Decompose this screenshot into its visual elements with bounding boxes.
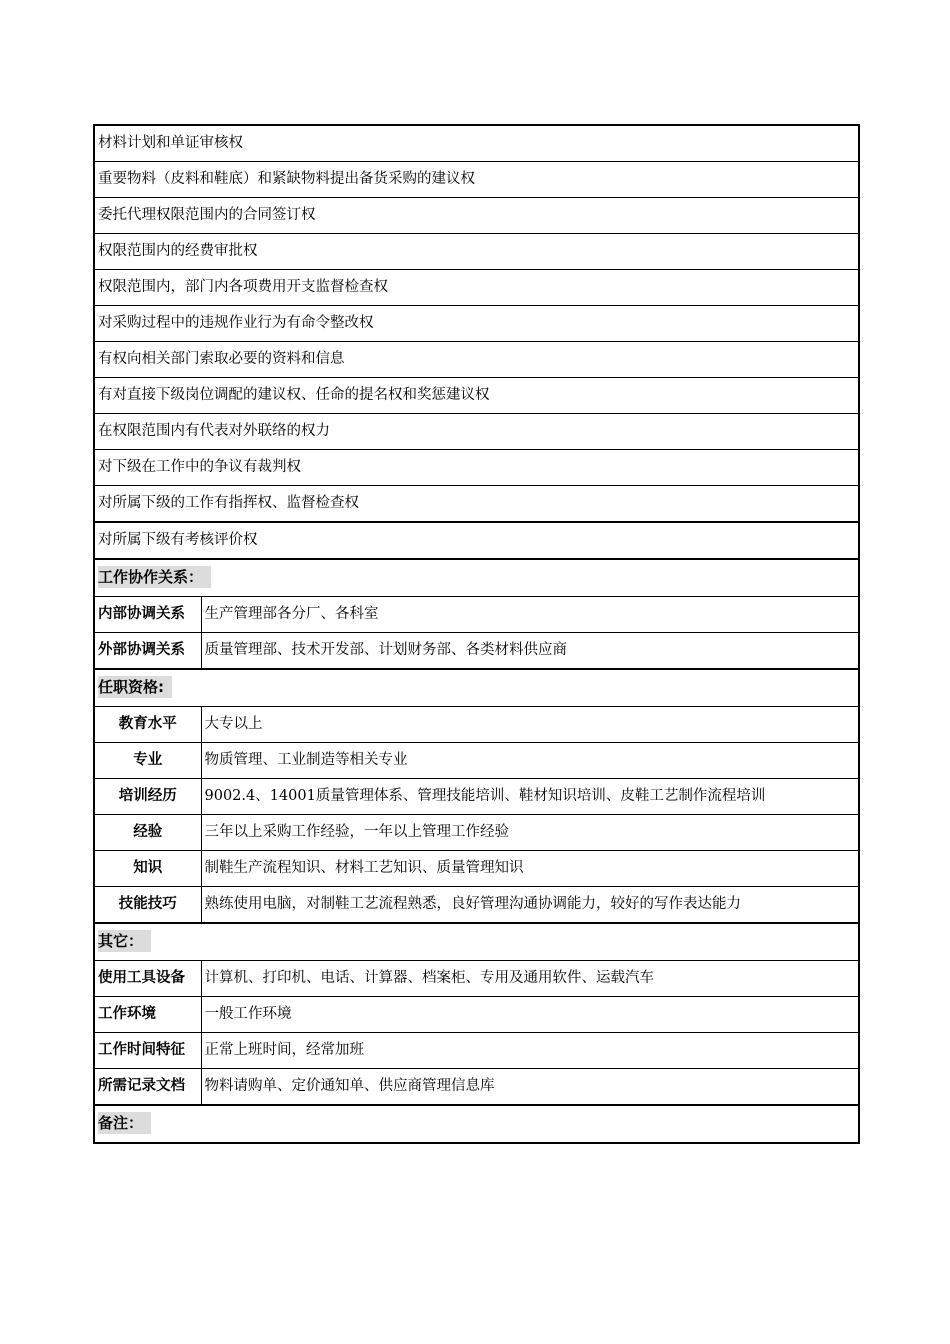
education-value: 大专以上 — [201, 707, 859, 743]
remarks-section-header — [94, 1105, 859, 1143]
tools-label: 使用工具设备 — [94, 961, 201, 997]
others-row — [94, 997, 859, 1033]
authority-item: 对所属下级有考核评价权 — [94, 522, 859, 559]
authority-item: 委托代理权限范围内的合同签订权 — [94, 198, 859, 234]
qualification-row — [94, 707, 859, 743]
qualification-row — [94, 779, 859, 815]
work-hours-value: 正常上班时间，经常加班 — [201, 1033, 859, 1069]
work-hours-label: 工作时间特征 — [94, 1033, 201, 1069]
documents-value: 物料请购单、定价通知单、供应商管理信息库 — [201, 1069, 859, 1106]
others-row — [94, 1069, 859, 1106]
qualification-row — [94, 887, 859, 924]
authority-item: 在权限范围内有代表对外联络的权力 — [94, 414, 859, 450]
environment-label: 工作环境 — [94, 997, 201, 1033]
authority-item: 对采购过程中的违规作业行为有命令整改权 — [94, 306, 859, 342]
knowledge-value: 制鞋生产流程知识、材料工艺知识、质量管理知识 — [201, 851, 859, 887]
education-label: 教育水平 — [94, 707, 201, 743]
environment-value: 一般工作环境 — [201, 997, 859, 1033]
authority-row — [94, 342, 859, 378]
authority-item: 重要物料（皮料和鞋底）和紧缺物料提出备货采购的建议权 — [94, 162, 859, 198]
authority-row — [94, 378, 859, 414]
training-label: 培训经历 — [94, 779, 201, 815]
external-coordination-label: 外部协调关系 — [94, 633, 201, 670]
cooperation-row — [94, 633, 859, 670]
authority-item: 权限范围内，部门内各项费用开支监督检查权 — [94, 270, 859, 306]
qualification-row — [94, 815, 859, 851]
job-description-table — [93, 124, 860, 1144]
cooperation-row — [94, 597, 859, 633]
authority-row — [94, 125, 859, 162]
experience-label: 经验 — [94, 815, 201, 851]
authority-item: 有权向相关部门索取必要的资料和信息 — [94, 342, 859, 378]
authority-row — [94, 450, 859, 486]
authority-item: 对下级在工作中的争议有裁判权 — [94, 450, 859, 486]
others-row — [94, 961, 859, 997]
knowledge-label: 知识 — [94, 851, 201, 887]
others-section-header — [94, 923, 859, 961]
remarks-section-title: 备注： — [98, 1112, 151, 1134]
authority-row — [94, 162, 859, 198]
authority-row — [94, 414, 859, 450]
experience-value: 三年以上采购工作经验，一年以上管理工作经验 — [201, 815, 859, 851]
authority-item: 材料计划和单证审核权 — [94, 125, 859, 162]
qualification-row — [94, 851, 859, 887]
tools-value: 计算机、打印机、电话、计算器、档案柜、专用及通用软件、运载汽车 — [201, 961, 859, 997]
external-coordination-value: 质量管理部、技术开发部、计划财务部、各类材料供应商 — [201, 633, 859, 670]
qualifications-section-header — [94, 669, 859, 707]
authority-row — [94, 486, 859, 523]
authority-item: 权限范围内的经费审批权 — [94, 234, 859, 270]
major-value: 物质管理、工业制造等相关专业 — [201, 743, 859, 779]
authority-row — [94, 270, 859, 306]
others-section-title: 其它： — [98, 930, 151, 952]
major-label: 专业 — [94, 743, 201, 779]
documents-label: 所需记录文档 — [94, 1069, 201, 1106]
qualification-row — [94, 743, 859, 779]
cooperation-section-title: 工作协作关系： — [98, 566, 211, 588]
internal-coordination-value: 生产管理部各分厂、各科室 — [201, 597, 859, 633]
authority-row — [94, 306, 859, 342]
authority-row — [94, 522, 859, 559]
authority-row — [94, 234, 859, 270]
skills-label: 技能技巧 — [94, 887, 201, 924]
cooperation-section-header — [94, 559, 859, 597]
skills-value: 熟练使用电脑，对制鞋工艺流程熟悉，良好管理沟通协调能力，较好的写作表达能力 — [201, 887, 859, 924]
qualifications-section-title: 任职资格: — [98, 676, 172, 698]
authority-row — [94, 198, 859, 234]
authority-item: 对所属下级的工作有指挥权、监督检查权 — [94, 486, 859, 523]
others-row — [94, 1033, 859, 1069]
training-value: 9002.4、14001质量管理体系、管理技能培训、鞋材知识培训、皮鞋工艺制作流程培训 — [201, 779, 859, 815]
internal-coordination-label: 内部协调关系 — [94, 597, 201, 633]
authority-item: 有对直接下级岗位调配的建议权、任命的提名权和奖惩建议权 — [94, 378, 859, 414]
